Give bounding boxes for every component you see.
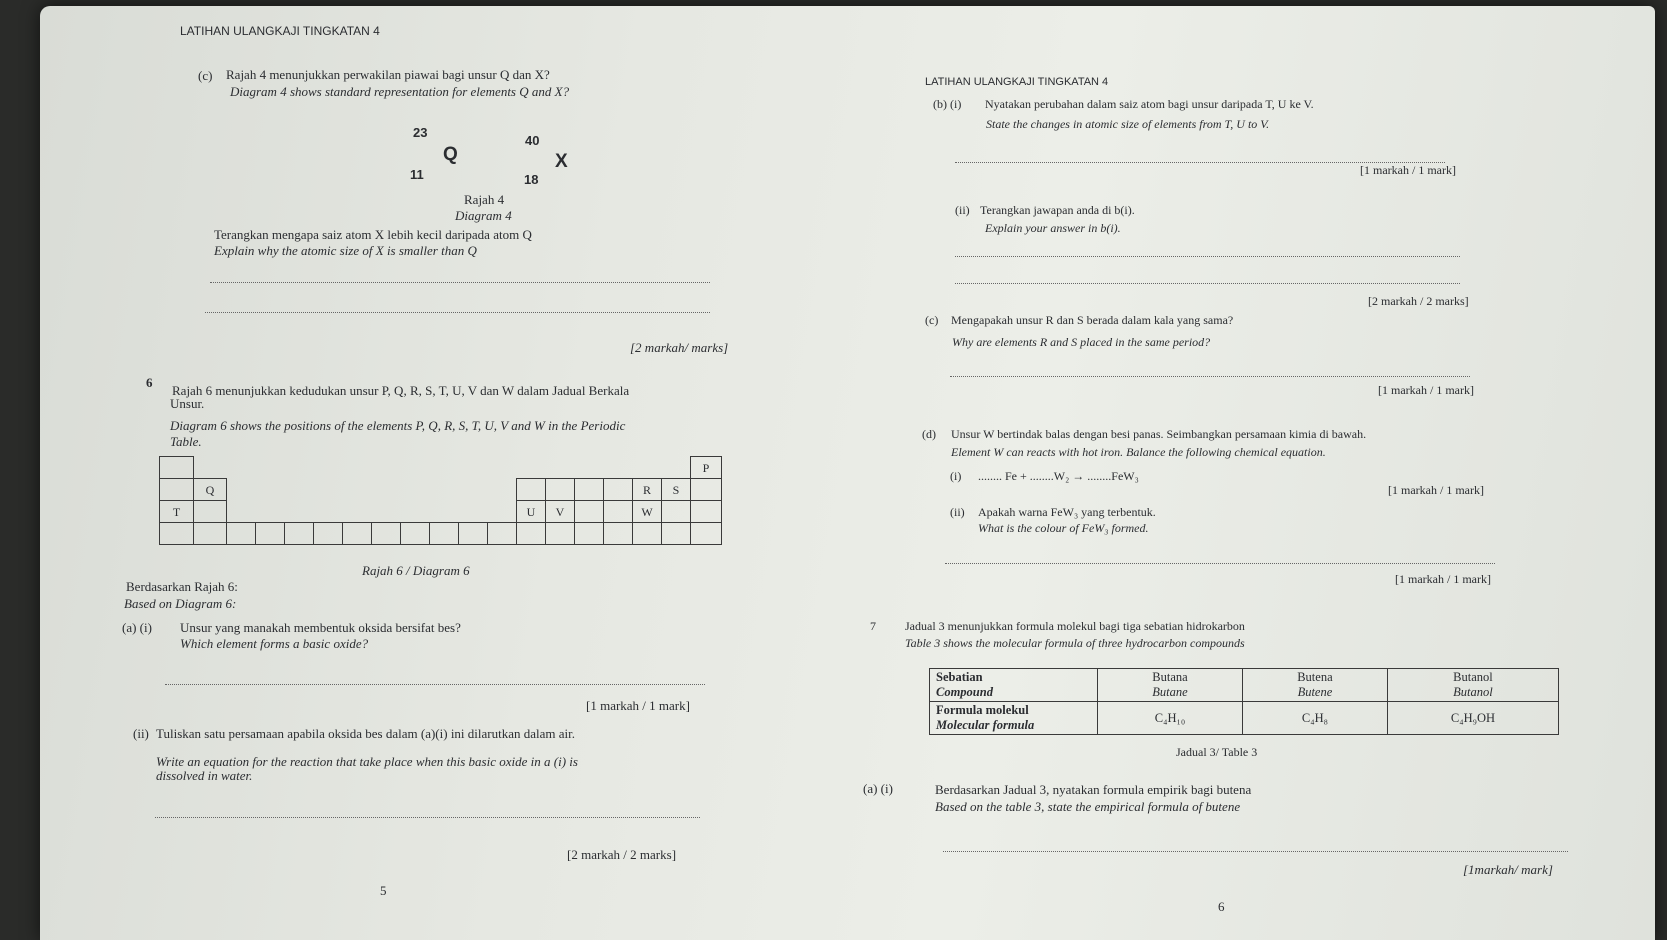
table-header-row [930,669,1559,702]
q6-a-i-english: Which element forms a basic oxide? [180,636,369,651]
d-i-equation: ........ Fe + ........W₂ → ........FeW₃ [978,469,1139,483]
c-marks: [1 markah / 1 mark] [1378,383,1474,397]
compound-malay: Butanol [1453,670,1493,684]
d-ii-malay: Apakah warna FeW₃ yang terbentuk. [978,505,1156,519]
q6-english-line1: Diagram 6 shows the positions of the elements P, Q, R, S, T, U, V and W in the Periodic [170,418,626,433]
q7a-malay: Berdasarkan Jadual 3, nyatakan formula empirik bagi butena [935,782,1252,797]
head-malay: Sebatian [936,670,983,684]
pt-cell [193,500,227,523]
q6-a-i-marks: [1 markah / 1 mark] [586,698,690,713]
pt-cell [632,522,662,545]
q-mass-number: 23 [413,125,428,140]
row-malay: Formula molekul [936,703,1029,717]
row-head-cell [930,702,1098,735]
element-v-label: V [555,505,565,519]
pt-cell [458,522,488,545]
b-i-malay: Nyatakan perubahan dalam saiz atom bagi unsur daripada T, U ke V. [985,97,1314,111]
qc-english-text: Diagram 4 shows standard representation for elements Q and X? [230,84,570,99]
compound-cell [1387,669,1558,702]
q6-malay-line1: Rajah 6 menunjukkan kedudukan unsur P, Q, R, S, T, U, V dan W dalam Jadual Berkala [172,383,630,398]
d-english: Element W can reacts with hot iron. Balance the following chemical equation. [951,445,1326,459]
pt-cell [603,478,633,501]
q6-a-i-malay: Unsur yang manakah membentuk oksida bersifat bes? [180,620,461,635]
diagram6-caption: Rajah 6 / Diagram 6 [362,563,470,578]
q6-a-ii-english-line2: dissolved in water. [156,768,253,783]
q7a-marks: [1markah/ mark] [1463,862,1553,877]
periodic-table-diagram [159,456,710,554]
b-ii-answer-line-1[interactable] [955,256,1460,257]
table3-caption: Jadual 3/ Table 3 [1176,745,1258,759]
compound-cell [1098,669,1243,702]
row-english: Molecular formula [936,718,1035,732]
q6-a-ii-marks: [2 markah / 2 marks] [567,847,677,862]
pt-cell-s [661,478,691,501]
pt-cell [371,522,401,545]
q7a-english: Based on the table 3, state the empirical formula of butene [935,799,1241,814]
based-on-malay: Berdasarkan Rajah 6: [126,579,238,594]
pt-cell [400,522,430,545]
b-ii-english: Explain your answer in b(i). [985,221,1121,235]
pt-cell [690,500,722,523]
pt-cell-q [193,478,227,501]
c-malay: Mengapakah unsur R dan S berada dalam kala yang sama? [951,313,1234,327]
d-malay: Unsur W bertindak balas dengan besi panas. Seimbangkan persamaan kimia di bawah. [951,427,1367,441]
left-page-number: 5 [380,883,387,898]
qc-marks: [2 markah/ marks] [630,340,729,355]
qc-label: (c) [198,68,213,83]
pt-cell [159,456,194,479]
right-page-header: LATIHAN ULANGKAJI TINGKATAN 4 [925,76,1109,88]
pt-cell [429,522,459,545]
element-u-label: U [526,505,536,519]
pt-cell [574,500,604,523]
pt-cell [516,522,546,545]
qc-malay-text: Rajah 4 menunjukkan perwakilan piawai bagi unsur Q dan X? [226,67,550,82]
element-p-label: P [702,461,710,475]
element-r-label: R [642,483,651,497]
element-w-label: W [641,505,653,519]
pt-cell [487,522,517,545]
left-page-header: LATIHAN ULANGKAJI TINGKATAN 4 [180,24,380,38]
pt-cell [226,522,256,545]
pt-cell [661,522,691,545]
pt-cell [603,522,633,545]
c-english: Why are elements R and S placed in the same period? [952,335,1211,349]
d-ii-english: What is the colour of FeW₃ formed. [978,521,1149,535]
q6-a-ii-answer-line[interactable] [155,817,700,818]
pt-cell [284,522,314,545]
q7-malay: Jadual 3 menunjukkan formula molekul bagi tiga sebatian hidrokarbon [905,619,1245,633]
qc-answer-line-1[interactable] [210,282,710,283]
pt-cell [516,478,546,501]
pt-cell-w [632,500,662,523]
right-page-number: 6 [1218,899,1225,914]
pt-cell-t [159,500,194,523]
pt-cell [313,522,343,545]
pt-cell [661,500,691,523]
q7-number: 7 [870,619,876,633]
pt-cell [574,478,604,501]
element-s-label: S [672,483,680,497]
head-english: Compound [936,685,993,699]
x-proton-number: 18 [524,172,539,187]
b-ii-marks: [2 markah / 2 marks] [1368,294,1469,308]
d-label: (d) [922,427,936,441]
pt-cell-u [516,500,546,523]
pt-cell-v [545,500,575,523]
q7a-answer-line[interactable] [943,851,1568,852]
q-proton-number: 11 [410,167,424,182]
compound-malay: Butena [1297,670,1333,684]
element-q-symbol: Q [443,144,458,165]
qc-explain-malay: Terangkan mengapa saiz atom X lebih kecil daripada atom Q [214,227,532,242]
q7a-label: (a) (i) [863,781,893,796]
d-i-marks: [1 markah / 1 mark] [1388,483,1484,497]
compound-english: Butanol [1453,685,1493,699]
pt-cell [545,522,575,545]
pt-cell [159,478,194,501]
c-label: (c) [925,313,939,327]
qc-answer-line-2[interactable] [205,312,710,313]
element-x-symbol: X [555,151,568,172]
pt-cell [342,522,372,545]
q7-english: Table 3 shows the molecular formula of three hydrocarbon compounds [905,636,1245,650]
d-ii-marks: [1 markah / 1 mark] [1395,572,1491,586]
diagram4-caption-english: Diagram 4 [455,208,512,223]
pt-cell [690,522,722,545]
d-ii-answer-line[interactable] [945,563,1495,564]
compound-malay: Butana [1152,670,1188,684]
table-formula-row [930,702,1559,735]
b-i-english: State the changes in atomic size of elements from T, U to V. [986,117,1270,131]
q6-malay-line2: Unsur. [170,396,205,411]
pt-cell [545,478,575,501]
q6-a-ii-english-line1: Write an equation for the reaction that take place when this basic oxide in a (i) is [156,754,578,769]
q6-a-ii-malay: Tuliskan satu persamaan apabila oksida bes dalam (a)(i) ini dilarutkan dalam air. [156,726,576,741]
d-i-label: (i) [950,469,962,483]
q6-number: 6 [146,375,153,390]
element-t-label: T [172,505,181,519]
qc-explain-english: Explain why the atomic size of X is smaller than Q [214,243,477,258]
x-mass-number: 40 [525,133,540,148]
c-answer-line[interactable] [950,376,1470,377]
diagram4-caption-malay: Rajah 4 [464,192,505,207]
formula-cell: C₄H₉OH [1387,702,1558,735]
formula-cell: C₄H₈ [1242,702,1387,735]
formula-cell: C₄H₁₀ [1098,702,1243,735]
b-ii-label: (ii) [955,203,970,217]
q6-english-line2: Table. [170,434,202,449]
hydrocarbon-table [929,668,1559,735]
b-ii-answer-line-2[interactable] [955,283,1460,284]
b-i-label: (b) (i) [933,97,962,111]
compound-cell [1242,669,1387,702]
d-ii-label: (ii) [950,505,965,519]
pt-cell [574,522,604,545]
table-head-cell [930,669,1098,702]
pt-cell-r [632,478,662,501]
b-ii-malay: Terangkan jawapan anda di b(i). [980,203,1135,217]
q6-a-i-label: (a) (i) [122,620,152,635]
q6-a-i-answer-line[interactable] [165,684,705,685]
compound-english: Butene [1297,685,1333,699]
pt-cell [690,478,722,501]
pt-cell [193,522,227,545]
compound-english: Butane [1152,685,1188,699]
based-on-english: Based on Diagram 6: [124,596,237,611]
pt-cell [603,500,633,523]
b-i-marks: [1 markah / 1 mark] [1360,163,1456,177]
pt-cell [255,522,285,545]
pt-cell [159,522,194,545]
pt-cell-p [690,456,722,479]
q6-a-ii-label: (ii) [133,726,149,741]
element-q-label: Q [205,483,215,497]
